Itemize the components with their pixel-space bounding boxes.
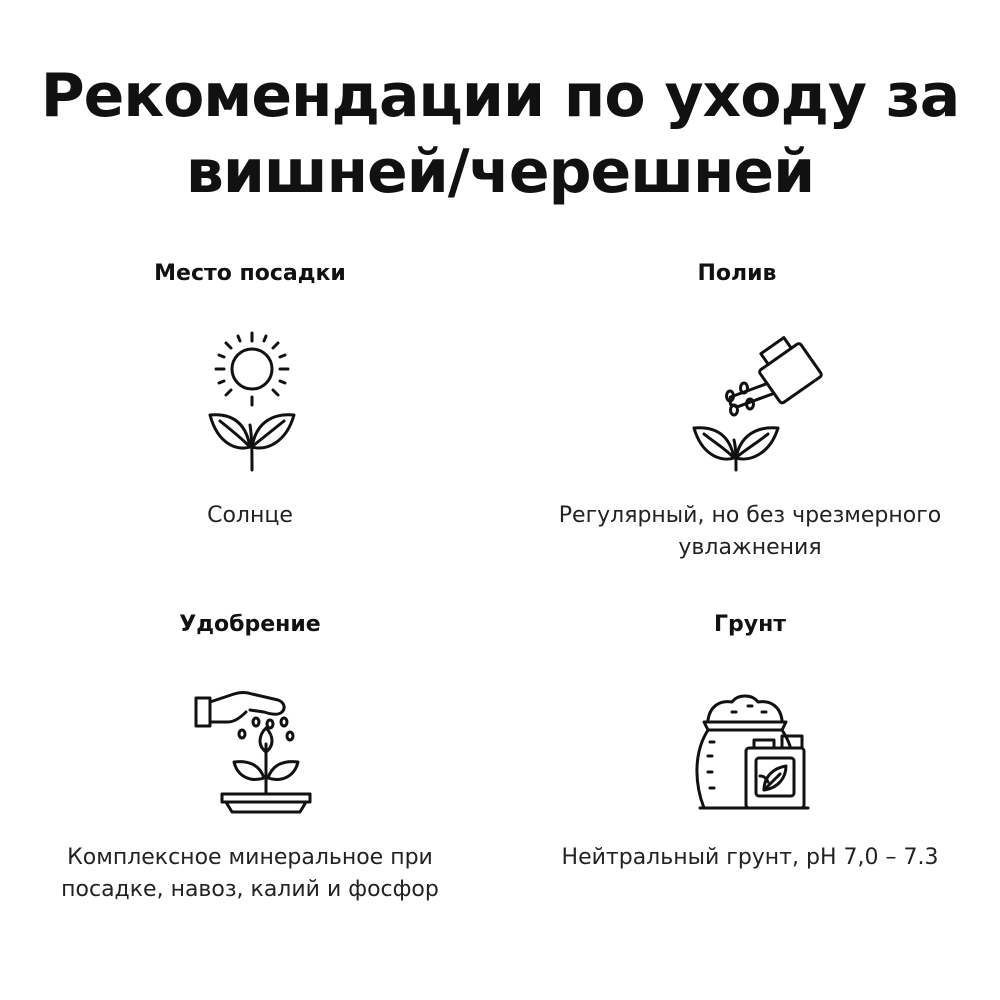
page-title-line-2: вишней/черешней [185, 137, 815, 207]
soil-bag-icon [690, 692, 815, 817]
card-text-watering-line-1: Регулярный, но без чрезмерного [558, 503, 942, 528]
sun-plant-icon [198, 325, 302, 475]
page-title [0, 58, 1000, 210]
card-text-fertilizer [20, 842, 480, 906]
card-text-watering [520, 500, 980, 564]
card-heading-planting: Место посадки [154, 261, 346, 286]
card-heading-watering: Полив [697, 261, 777, 286]
watering-can-icon [688, 330, 838, 475]
card-text-soil: Нейтральный грунт, pH 7,0 – 7.3 [561, 845, 939, 870]
card-text-planting: Солнце [207, 503, 293, 528]
card-heading-soil: Грунт [713, 612, 787, 637]
card-text-fertilizer-line-1: Комплексное минеральное при [67, 845, 433, 870]
card-text-fertilizer-line-2: посадке, навоз, калий и фосфор [61, 877, 439, 902]
fertilizer-hand-icon [190, 686, 320, 816]
card-text-watering-line-2: увлажнения [678, 535, 822, 560]
page-title-line-1: Рекомендации по уходу за [40, 61, 960, 131]
card-heading-fertilizer: Удобрение [179, 612, 321, 637]
